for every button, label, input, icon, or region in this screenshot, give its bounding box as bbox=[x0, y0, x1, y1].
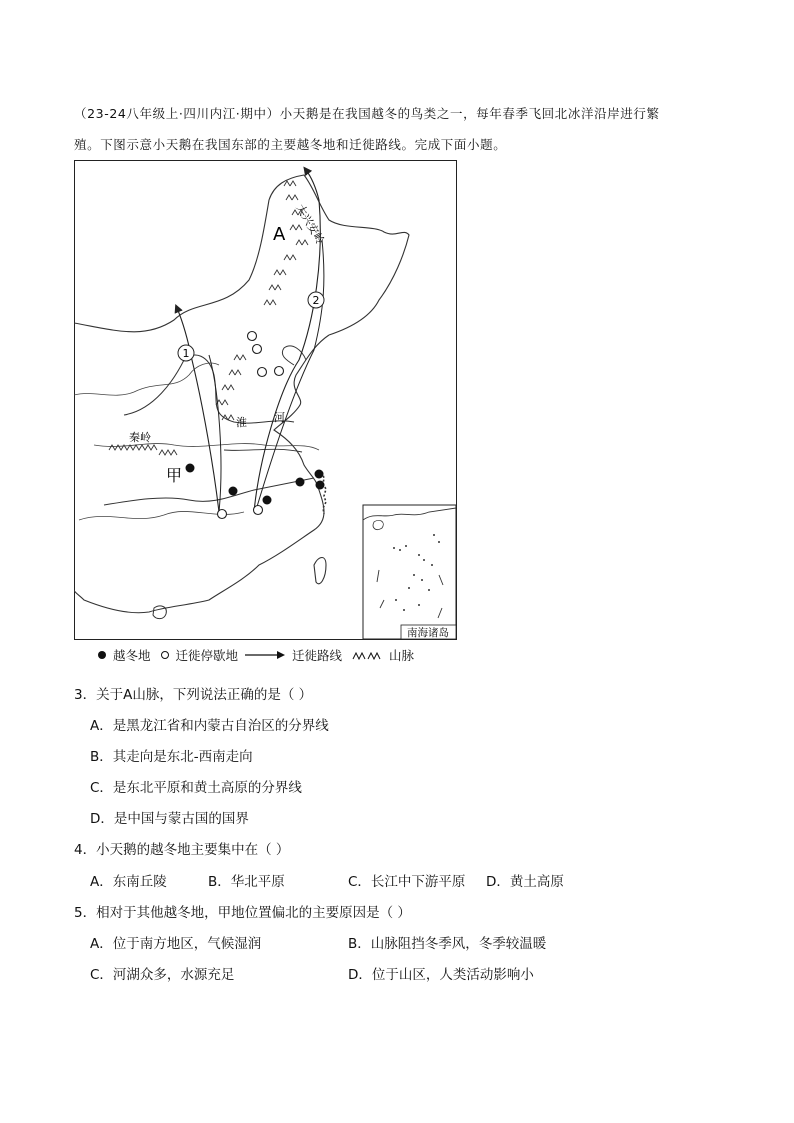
question-5-option-a[interactable]: A．位于南方地区，气候湿润 bbox=[90, 936, 262, 952]
wintering-site bbox=[263, 496, 272, 505]
intro-line-1 bbox=[74, 98, 724, 129]
map-legend bbox=[98, 646, 414, 664]
intro-line-2: 殖。下图示意小天鹅在我国东部的主要越冬地和迁徙路线。完成下面小题。 bbox=[74, 137, 507, 152]
question-4-option-c[interactable]: C．长江中下游平原 bbox=[348, 874, 466, 890]
intro-line-1-text: 小天鹅是在我国越冬的鸟类之一，每年春季飞回北冰洋沿岸进行繁 bbox=[279, 106, 660, 121]
question-5-option-c[interactable]: C．河湖众多，水源充足 bbox=[90, 967, 235, 983]
wintering-site bbox=[296, 478, 305, 487]
stopover-site bbox=[218, 510, 227, 519]
stopover-site bbox=[254, 506, 263, 515]
route-arrow-icon bbox=[245, 650, 285, 660]
wintering-site bbox=[229, 487, 238, 496]
question-5-stem: 5．相对于其他越冬地，甲地位置偏北的主要原因是（ ） bbox=[74, 905, 411, 921]
question-3-option-a[interactable]: A．是黑龙江省和内蒙古自治区的分界线 bbox=[90, 718, 329, 734]
stopover-site bbox=[275, 367, 284, 376]
migration-map bbox=[74, 160, 457, 640]
mountain-icon bbox=[352, 650, 382, 660]
label-qinling: 秦岭 bbox=[129, 431, 151, 444]
stopover-site bbox=[253, 345, 262, 354]
label-jia: 甲 bbox=[166, 466, 183, 485]
question-3-option-c[interactable]: C．是东北平原和黄土高原的分界线 bbox=[90, 780, 302, 796]
wintering-site bbox=[316, 481, 325, 490]
legend-route: 迁徙路线 bbox=[292, 648, 343, 663]
question-4-option-d[interactable]: D．黄土高原 bbox=[486, 874, 564, 890]
wintering-site bbox=[186, 464, 195, 473]
label-huai: 淮 bbox=[236, 416, 247, 429]
map-svg bbox=[74, 160, 457, 640]
stopover-circle-icon bbox=[161, 651, 169, 659]
wintering-dot-icon bbox=[98, 651, 106, 659]
question-4-option-b[interactable]: B．华北平原 bbox=[208, 874, 285, 890]
source-tag: （23-24八年级上·四川内江·期中） bbox=[74, 106, 280, 121]
legend-wintering: 越冬地 bbox=[113, 648, 151, 663]
label-a: A bbox=[273, 224, 286, 245]
question-5-option-b[interactable]: B．山脉阻挡冬季风，冬季较温暖 bbox=[348, 936, 547, 952]
inset-label: 南海诸岛 bbox=[407, 627, 449, 639]
wintering-site bbox=[315, 470, 324, 479]
stopover-site bbox=[258, 368, 267, 377]
label-daxinganling: 大兴安岭 bbox=[293, 202, 327, 247]
label-he: 河 bbox=[274, 411, 285, 424]
question-3-stem: 3．关于A山脉，下列说法正确的是（ ） bbox=[74, 687, 313, 703]
question-3-option-d[interactable]: D．是中国与蒙古国的国界 bbox=[90, 811, 249, 827]
stopover-site bbox=[248, 332, 257, 341]
inset-frame bbox=[363, 505, 456, 639]
question-4-stem: 4．小天鹅的越冬地主要集中在（ ） bbox=[74, 842, 290, 858]
question-5-option-d[interactable]: D．位于山区，人类活动影响小 bbox=[348, 967, 534, 983]
route-2-number: 2 bbox=[312, 294, 320, 307]
intro-paragraph bbox=[74, 98, 724, 160]
question-3-option-b[interactable]: B．其走向是东北-西南走向 bbox=[90, 749, 253, 765]
question-4-option-a[interactable]: A．东南丘陵 bbox=[90, 874, 167, 890]
route-1-number: 1 bbox=[182, 347, 190, 360]
legend-mountain: 山脉 bbox=[389, 648, 415, 663]
legend-stopover: 迁徙停歇地 bbox=[175, 648, 239, 663]
